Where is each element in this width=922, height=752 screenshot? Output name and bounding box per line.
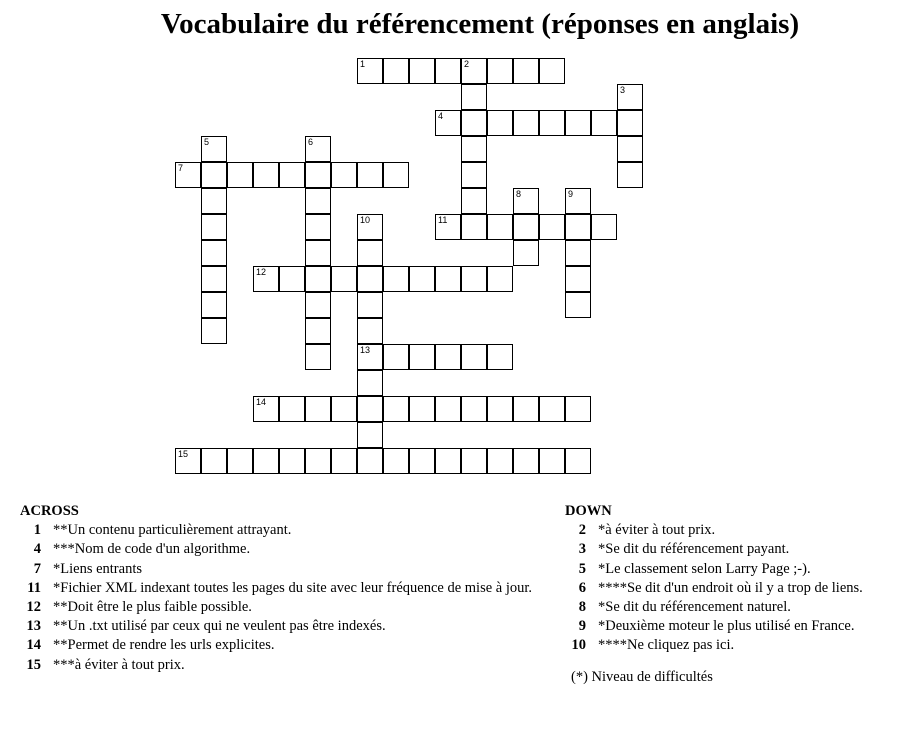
cell-number: 4 (438, 111, 444, 121)
clue-across-7 (20, 560, 550, 579)
clue-across-4 (20, 540, 550, 559)
grid-cell[interactable] (461, 84, 487, 110)
grid-cell[interactable] (253, 162, 279, 188)
clue-number: 4 (33, 541, 41, 558)
cell-number: 10 (360, 215, 371, 225)
clue-number: 9 (578, 618, 586, 635)
grid-cell[interactable] (357, 214, 383, 240)
grid-cell[interactable] (513, 188, 539, 214)
grid-cell[interactable] (513, 240, 539, 266)
cell-number: 1 (360, 59, 366, 69)
clue-down-5 (565, 560, 915, 579)
clue-number: 13 (26, 618, 41, 635)
grid-cell[interactable] (357, 370, 383, 396)
grid-cell[interactable] (305, 162, 331, 188)
cell-number: 9 (568, 189, 574, 199)
grid-cell[interactable] (565, 240, 591, 266)
grid-cell[interactable] (487, 266, 513, 292)
grid-cell[interactable] (487, 110, 513, 136)
clue-across-13 (20, 617, 550, 636)
grid-cell[interactable] (253, 396, 279, 422)
cell-number: 5 (204, 137, 210, 147)
grid-cell[interactable] (357, 292, 383, 318)
clue-down-10 (565, 636, 915, 655)
clue-across-14 (20, 636, 550, 655)
grid-cell[interactable] (435, 396, 461, 422)
difficulty-note: (*) Niveau de difficultés (571, 668, 713, 685)
grid-cell[interactable] (201, 214, 227, 240)
across-heading: ACROSS (20, 503, 79, 519)
grid-cell[interactable] (279, 396, 305, 422)
grid-cell[interactable] (461, 110, 487, 136)
cell-number: 2 (464, 59, 470, 69)
clue-down-6 (565, 579, 915, 598)
grid-cell[interactable] (565, 188, 591, 214)
grid-cell[interactable] (435, 58, 461, 84)
across-clues (20, 502, 550, 675)
grid-cell[interactable] (305, 344, 331, 370)
grid-cell[interactable] (461, 266, 487, 292)
down-heading: DOWN (565, 503, 612, 519)
clue-number: 1 (33, 522, 41, 539)
down-clues (565, 502, 915, 687)
clue-text: ****Se dit d'un endroit où il y a trop de liens. (598, 579, 863, 596)
grid-cell[interactable] (539, 448, 565, 474)
clue-number: 6 (578, 579, 586, 596)
cell-number: 3 (620, 85, 626, 95)
clue-text: *à éviter à tout prix. (598, 522, 716, 539)
grid-cell[interactable] (513, 58, 539, 84)
grid-cell[interactable] (357, 318, 383, 344)
grid-cell[interactable] (383, 448, 409, 474)
grid-cell[interactable] (487, 58, 513, 84)
grid-cell[interactable] (305, 396, 331, 422)
clue-number: 15 (26, 656, 41, 673)
cell-number: 14 (256, 397, 267, 407)
page-title: Vocabulaire du référencement (réponses en anglais) (160, 8, 800, 40)
grid-cell[interactable] (331, 396, 357, 422)
clue-number: 8 (578, 599, 586, 616)
grid-cell[interactable] (539, 396, 565, 422)
clue-down-3 (565, 540, 915, 559)
grid-cell[interactable] (383, 396, 409, 422)
clue-number: 14 (26, 637, 41, 654)
grid-cell[interactable] (305, 136, 331, 162)
grid-cell[interactable] (461, 344, 487, 370)
grid-cell[interactable] (201, 188, 227, 214)
grid-cell[interactable] (357, 162, 383, 188)
grid-cell[interactable] (565, 292, 591, 318)
grid-cell[interactable] (513, 396, 539, 422)
clue-across-1 (20, 521, 550, 540)
grid-cell[interactable] (305, 188, 331, 214)
clue-number: 5 (578, 560, 586, 577)
grid-cell[interactable] (357, 266, 383, 292)
clue-number: 3 (578, 541, 586, 558)
clue-text: ****Ne cliquez pas ici. (598, 637, 735, 654)
grid-cell[interactable] (565, 214, 591, 240)
clue-text: **Permet de rendre les urls explicites. (53, 637, 275, 654)
grid-cell[interactable] (617, 162, 643, 188)
grid-cell[interactable] (435, 344, 461, 370)
grid-cell[interactable] (227, 162, 253, 188)
grid-cell[interactable] (305, 318, 331, 344)
grid-cell[interactable] (461, 136, 487, 162)
cell-number: 12 (256, 267, 267, 277)
grid-cell[interactable] (461, 214, 487, 240)
grid-cell[interactable] (383, 162, 409, 188)
grid-cell[interactable] (461, 448, 487, 474)
grid-cell[interactable] (201, 136, 227, 162)
clue-down-9 (565, 617, 915, 636)
clue-text: **Un contenu particulièrement attrayant. (53, 522, 292, 539)
grid-cell[interactable] (201, 240, 227, 266)
grid-cell[interactable] (383, 58, 409, 84)
grid-cell[interactable] (253, 448, 279, 474)
grid-cell[interactable] (409, 396, 435, 422)
clue-number: 12 (26, 599, 41, 616)
grid-cell[interactable] (227, 448, 253, 474)
grid-cell[interactable] (617, 84, 643, 110)
grid-cell[interactable] (175, 448, 201, 474)
cell-number: 13 (360, 345, 371, 355)
clue-text: *Se dit du référencement payant. (598, 541, 790, 558)
grid-cell[interactable] (565, 396, 591, 422)
grid-cell[interactable] (617, 136, 643, 162)
clue-across-12 (20, 598, 550, 617)
grid-cell[interactable] (357, 396, 383, 422)
grid-cell[interactable] (435, 110, 461, 136)
clue-text: *Fichier XML indexant toutes les pages du site avec leur fréquence de mise à jour. (53, 579, 533, 596)
clue-text: ***à éviter à tout prix. (53, 656, 185, 673)
grid-cell[interactable] (435, 448, 461, 474)
clue-text: *Liens entrants (53, 560, 142, 577)
grid-cell[interactable] (279, 266, 305, 292)
grid-cell[interactable] (409, 266, 435, 292)
grid-cell[interactable] (357, 448, 383, 474)
cell-number: 6 (308, 137, 314, 147)
cell-number: 8 (516, 189, 522, 199)
grid-cell[interactable] (383, 266, 409, 292)
grid-cell[interactable] (305, 448, 331, 474)
grid-cell[interactable] (487, 396, 513, 422)
grid-cell[interactable] (565, 266, 591, 292)
grid-cell[interactable] (539, 58, 565, 84)
grid-cell[interactable] (565, 448, 591, 474)
grid-cell[interactable] (461, 396, 487, 422)
cell-number: 15 (178, 449, 189, 459)
clue-down-8 (565, 598, 915, 617)
grid-cell[interactable] (357, 240, 383, 266)
grid-cell[interactable] (487, 448, 513, 474)
clue-number: 7 (33, 560, 41, 577)
grid-cell[interactable] (357, 58, 383, 84)
grid-cell[interactable] (487, 214, 513, 240)
grid-cell[interactable] (331, 448, 357, 474)
clue-number: 11 (27, 579, 41, 596)
grid-cell[interactable] (201, 448, 227, 474)
grid-cell[interactable] (617, 110, 643, 136)
grid-cell[interactable] (305, 266, 331, 292)
clue-text: *Se dit du référencement naturel. (598, 599, 791, 616)
grid-cell[interactable] (201, 266, 227, 292)
clue-text: *Le classement selon Larry Page ;-). (598, 560, 811, 577)
grid-cell[interactable] (383, 344, 409, 370)
grid-cell[interactable] (305, 240, 331, 266)
clue-number: 2 (578, 522, 586, 539)
grid-cell[interactable] (253, 266, 279, 292)
grid-cell[interactable] (513, 110, 539, 136)
grid-cell[interactable] (305, 292, 331, 318)
grid-cell[interactable] (513, 214, 539, 240)
clue-number: 10 (571, 637, 586, 654)
grid-cell[interactable] (409, 448, 435, 474)
grid-cell[interactable] (331, 266, 357, 292)
grid-cell[interactable] (279, 162, 305, 188)
clue-text: **Doit être le plus faible possible. (53, 599, 252, 616)
grid-cell[interactable] (201, 162, 227, 188)
grid-cell[interactable] (409, 344, 435, 370)
grid-cell[interactable] (591, 214, 617, 240)
clue-text: ***Nom de code d'un algorithme. (53, 541, 251, 558)
clue-text: *Deuxième moteur le plus utilisé en France. (598, 618, 855, 635)
grid-cell[interactable] (539, 214, 565, 240)
grid-cell[interactable] (435, 214, 461, 240)
grid-cell[interactable] (279, 448, 305, 474)
grid-cell[interactable] (175, 162, 201, 188)
grid-cell[interactable] (435, 266, 461, 292)
cell-number: 7 (178, 163, 184, 173)
clue-across-15 (20, 656, 550, 675)
grid-cell[interactable] (513, 448, 539, 474)
grid-cell[interactable] (331, 162, 357, 188)
grid-cell[interactable] (201, 318, 227, 344)
grid-cell[interactable] (201, 292, 227, 318)
clue-text: **Un .txt utilisé par ceux qui ne veulent pas être indexés. (53, 618, 386, 635)
grid-cell[interactable] (591, 110, 617, 136)
grid-cell[interactable] (357, 422, 383, 448)
grid-cell[interactable] (565, 110, 591, 136)
grid-cell[interactable] (461, 162, 487, 188)
cell-number: 11 (438, 215, 448, 225)
grid-cell[interactable] (461, 188, 487, 214)
grid-cell[interactable] (305, 214, 331, 240)
grid-cell[interactable] (357, 344, 383, 370)
grid-cell[interactable] (487, 344, 513, 370)
grid-cell[interactable] (409, 58, 435, 84)
grid-cell[interactable] (461, 58, 487, 84)
clue-across-11 (20, 579, 550, 598)
grid-cell[interactable] (539, 110, 565, 136)
clue-down-2 (565, 521, 915, 540)
